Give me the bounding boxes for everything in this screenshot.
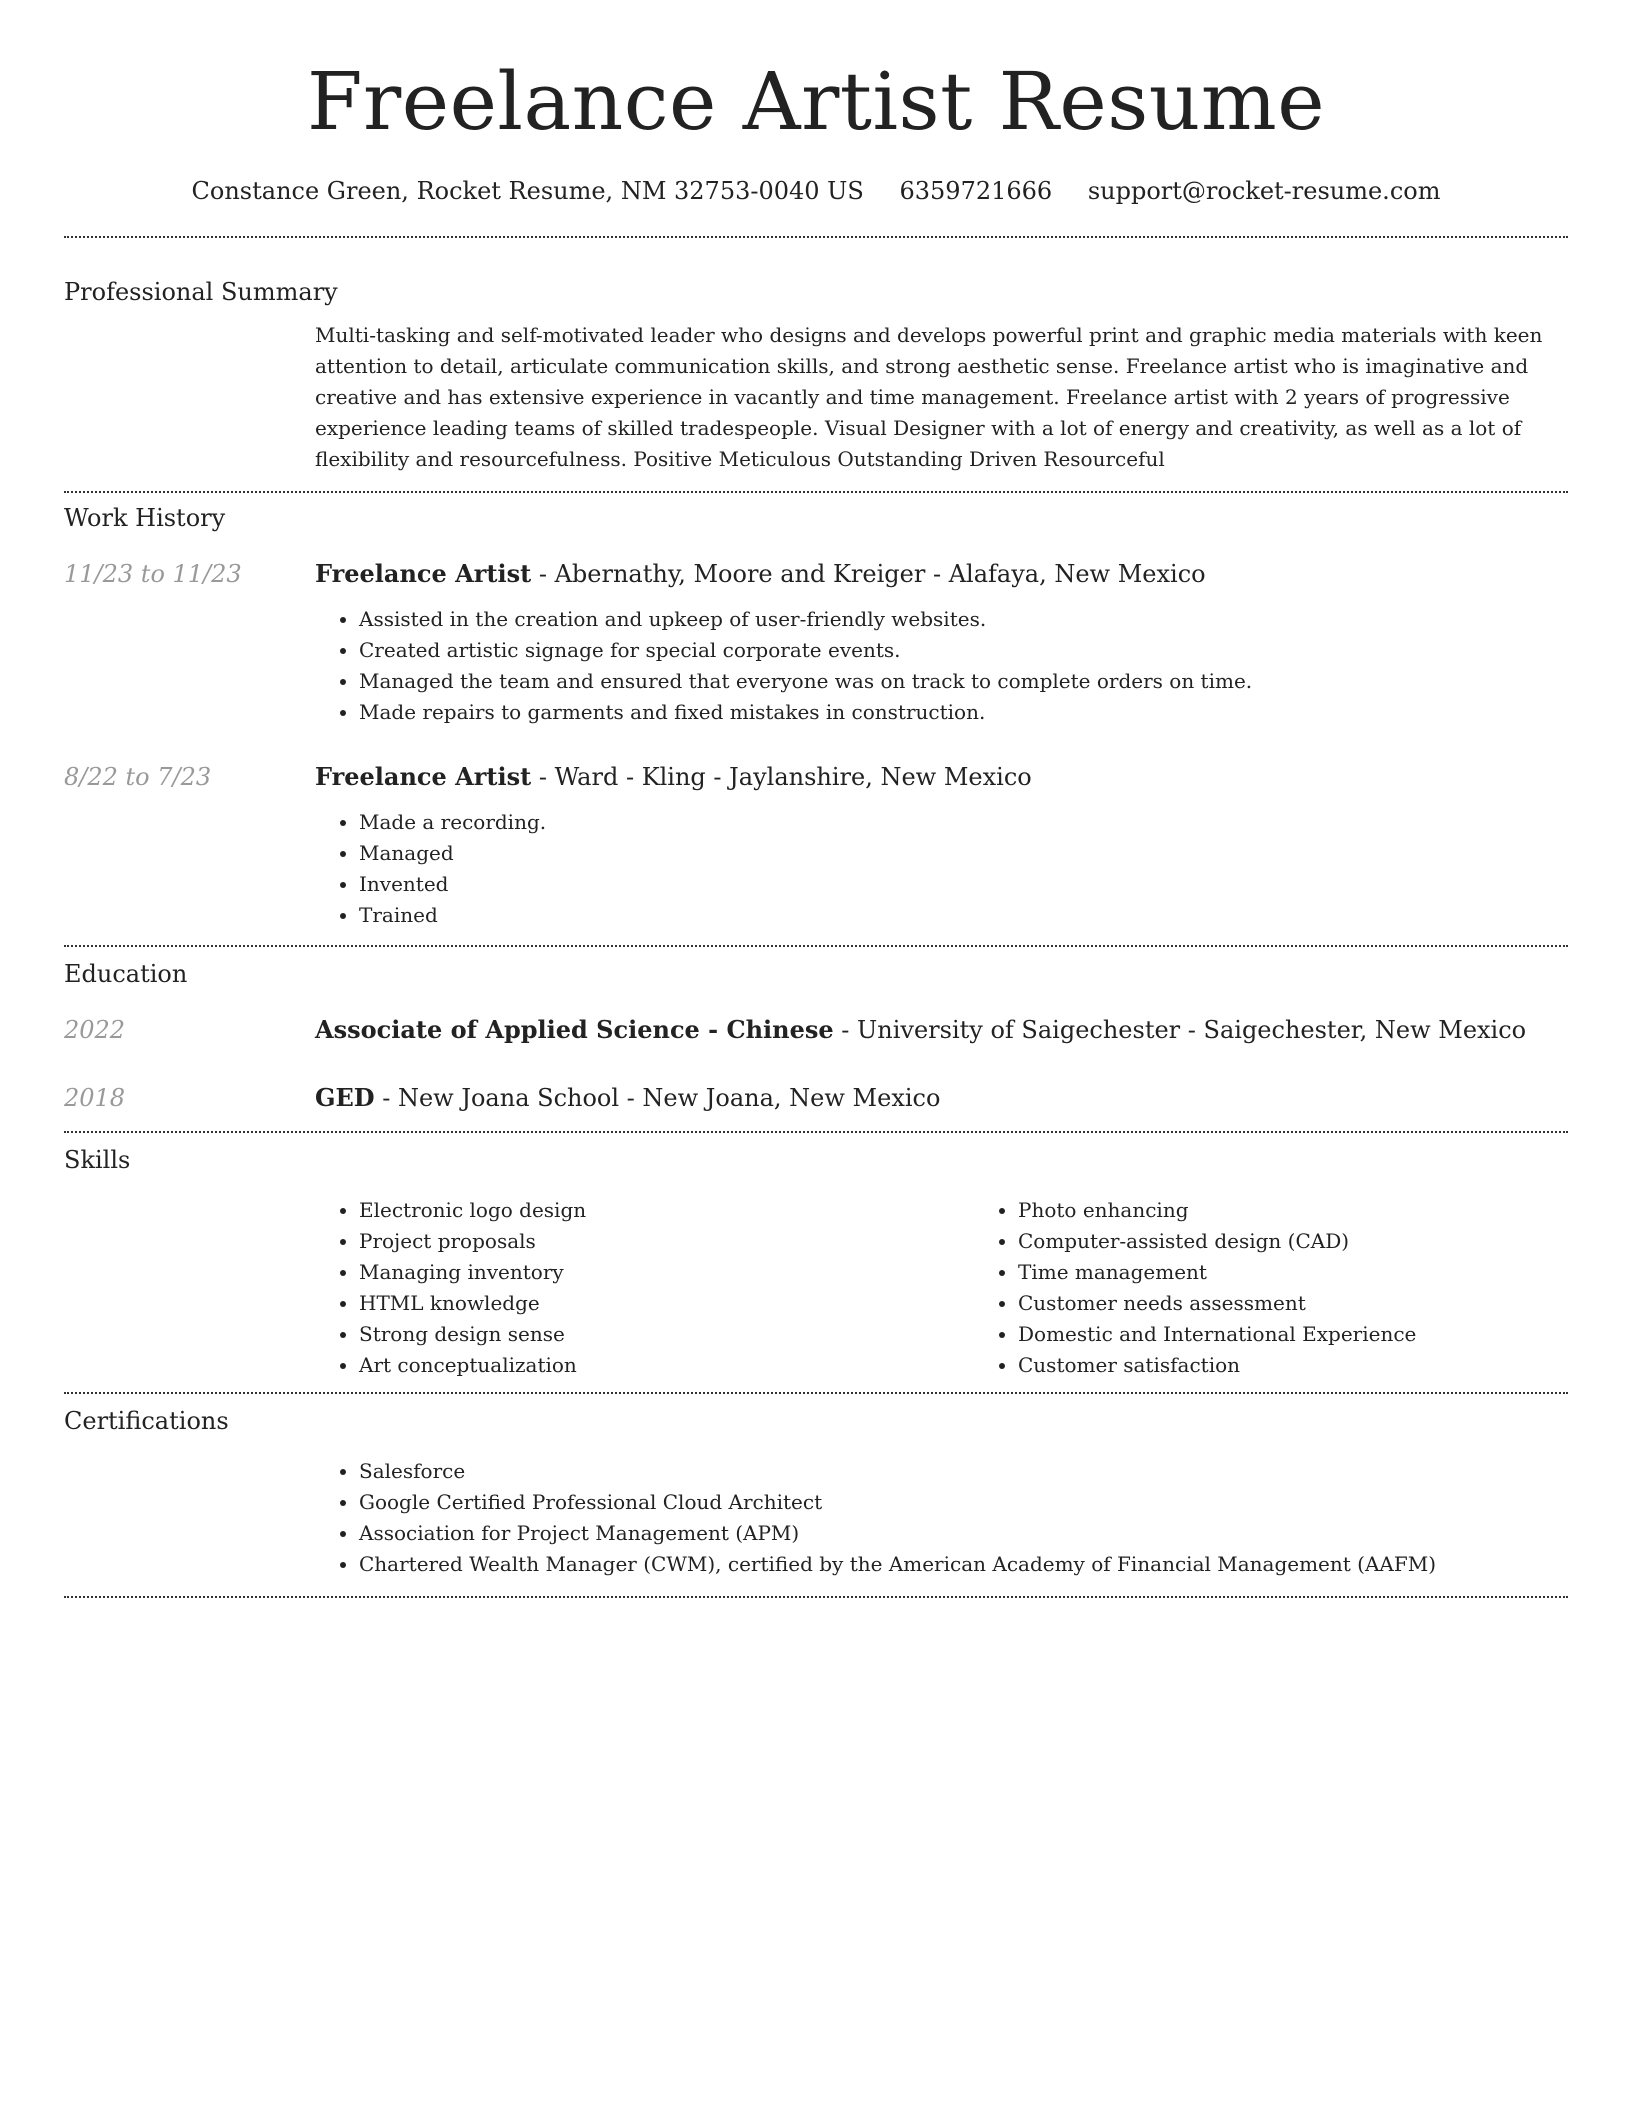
education-details: - University of Saigechester - Saigechester, New Mexico (833, 1016, 1527, 1044)
list-item: • Invented (359, 869, 1568, 900)
education-heading (315, 1013, 1568, 1047)
skill-item: • Customer satisfaction (1018, 1350, 1632, 1381)
certification-item: • Association for Project Management (APM) (359, 1518, 1568, 1549)
skill-item: • Strong design sense (359, 1319, 974, 1350)
education-details: - New Joana School - New Joana, New Mexico (374, 1084, 941, 1112)
skills-section (64, 1144, 1568, 1381)
education-section (64, 958, 1568, 1115)
education-entry (64, 1081, 1568, 1115)
work-section (64, 502, 1568, 931)
education-degree: GED (315, 1083, 375, 1112)
list-item: • Assisted in the creation and upkeep of user-friendly websites. (359, 604, 1568, 635)
education-degree: Associate of Applied Science - Chinese (315, 1015, 834, 1044)
divider (64, 491, 1568, 493)
certification-item: • Chartered Wealth Manager (CWM), certified by the American Academy of Financial Management (AAFM) (359, 1549, 1568, 1580)
job-heading (315, 760, 1568, 794)
contact-line (64, 174, 1568, 208)
section-title-certifications: Certifications (64, 1407, 229, 1435)
skills-grid (315, 1195, 1632, 1381)
divider (64, 945, 1568, 947)
skill-item: • Art conceptualization (359, 1350, 974, 1381)
phone: 6359721666 (899, 177, 1053, 205)
certifications-section (64, 1405, 1568, 1580)
job-details: - Abernathy, Moore and Kreiger - Alafaya, New Mexico (531, 560, 1206, 588)
list-item: • Trained (359, 900, 1568, 931)
summary-text: Multi-tasking and self-motivated leader who designs and develops powerful print and graphic media materials with keen attention to detail, articulate communication skills, and strong aesthetic sense. Freelance artist who is imaginative and creative and has extensive experience in vacantly and time management. Freelance artist with 2 years of progressive experience leading teams of skilled tradespeople. Visual Designer with a lot of energy and creativity, as well as a lot of flexibility and resourcefulness. Positive Meticulous Outstanding Driven Resourceful (315, 323, 1543, 471)
certification-item: • Google Certified Professional Cloud Architect (359, 1487, 1568, 1518)
certification-item: • Salesforce (359, 1456, 1568, 1487)
job-dates: 8/22 to 7/23 (64, 763, 212, 791)
job-position: Freelance Artist (315, 559, 532, 588)
skill-item: • Managing inventory (359, 1257, 974, 1288)
section-title-work: Work History (64, 504, 226, 532)
list-item: • Managed the team and ensured that everyone was on track to complete orders on time. (359, 666, 1568, 697)
skill-item: • Time management (1018, 1257, 1632, 1288)
education-heading (315, 1081, 1568, 1115)
job-heading (315, 557, 1568, 591)
job-bullets (315, 604, 1568, 728)
skill-item: • HTML knowledge (359, 1288, 974, 1319)
education-year: 2018 (64, 1084, 126, 1112)
list-item: • Created artistic signage for special corporate events. (359, 635, 1568, 666)
job-bullets (315, 807, 1568, 931)
divider (64, 1131, 1568, 1133)
skill-item: • Photo enhancing (1018, 1195, 1632, 1226)
list-item: • Managed (359, 838, 1568, 869)
address: Constance Green, Rocket Resume, NM 32753-0040 US (191, 177, 864, 205)
job-entry (64, 557, 1568, 728)
list-item: • Made a recording. (359, 807, 1568, 838)
section-title-education: Education (64, 960, 188, 988)
certifications-list (315, 1456, 1568, 1580)
job-dates: 11/23 to 11/23 (64, 560, 242, 588)
list-item: • Made repairs to garments and fixed mistakes in construction. (359, 697, 1568, 728)
section-title-summary: Professional Summary (64, 278, 338, 306)
skill-item: • Customer needs assessment (1018, 1288, 1632, 1319)
resume-page (64, 0, 1568, 1598)
resume-title: Freelance Artist Resume (306, 55, 1326, 148)
email: support@rocket-resume.com (1087, 177, 1441, 205)
divider (64, 1596, 1568, 1598)
divider (64, 236, 1568, 238)
skill-item: • Project proposals (359, 1226, 974, 1257)
summary-section (64, 276, 1568, 475)
education-entry (64, 1013, 1568, 1047)
divider (64, 1392, 1568, 1394)
job-details: - Ward - Kling - Jaylanshire, New Mexico (531, 763, 1032, 791)
job-position: Freelance Artist (315, 762, 532, 791)
education-year: 2022 (64, 1016, 126, 1044)
job-entry (64, 760, 1568, 931)
skill-item: • Electronic logo design (359, 1195, 974, 1226)
skill-item: • Computer-assisted design (CAD) (1018, 1226, 1632, 1257)
section-title-skills: Skills (64, 1146, 131, 1174)
skills-list-right (974, 1195, 1632, 1381)
skills-list-left (315, 1195, 974, 1381)
skill-item: • Domestic and International Experience (1018, 1319, 1632, 1350)
